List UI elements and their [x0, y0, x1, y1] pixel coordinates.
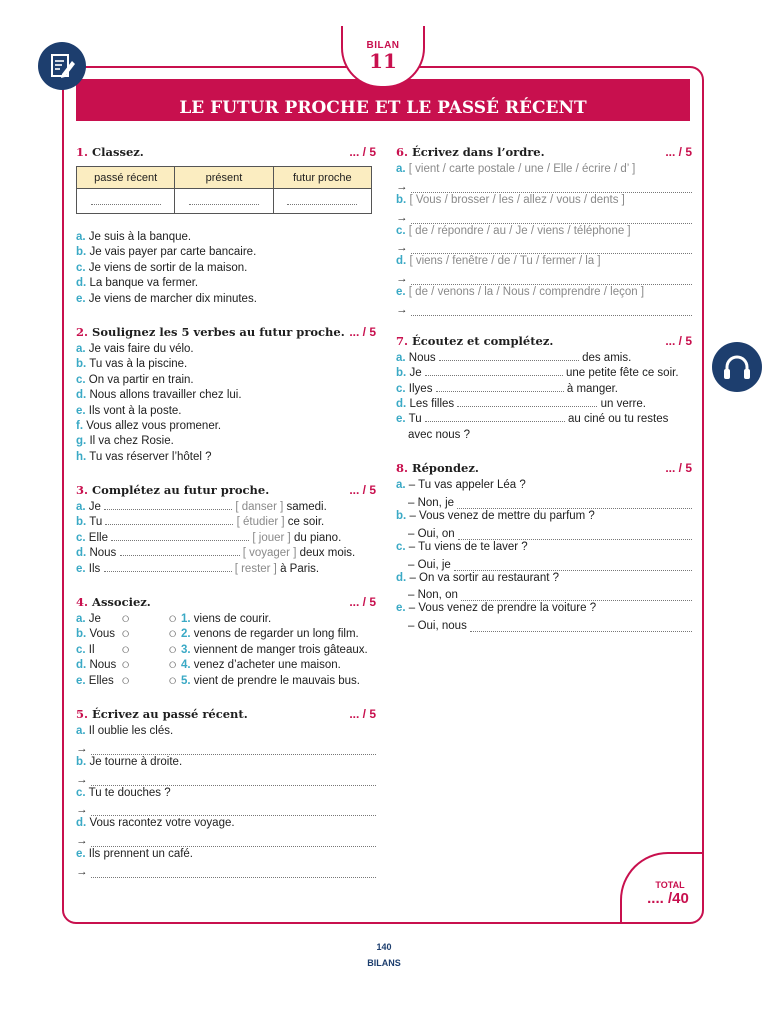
answer-blank[interactable]	[120, 546, 240, 556]
answer-blank[interactable]	[425, 412, 565, 422]
answer-blank[interactable]	[111, 531, 249, 541]
match-dot[interactable]: ⭘	[169, 629, 177, 640]
page-title: LE FUTUR PROCHE ET LE PASSÉ RÉCENT	[76, 79, 690, 121]
list-item: c. Je viens de sortir de la maison.	[76, 261, 248, 274]
answer-blank[interactable]	[105, 515, 233, 525]
match-row: e. Elles ⭘ ⭘ 5. vient de prendre le mauvais bus.	[76, 674, 376, 689]
score: ... / 5	[349, 145, 376, 159]
unit-label: BILAN	[366, 40, 400, 51]
list-item[interactable]: h. Tu vas réserver l’hôtel ?	[76, 450, 212, 463]
question: b. – Vous venez de mettre du parfum ?	[396, 510, 595, 523]
score: ... / 5	[665, 461, 692, 476]
list-item[interactable]: e. Ils vont à la poste.	[76, 404, 182, 417]
score: ... / 5	[665, 333, 692, 348]
answer-line[interactable]: →	[396, 177, 692, 192]
list-item: b. Tu [ étudier ] ce soir.	[76, 516, 325, 529]
list-item: e. Ils [ rester ] à Paris.	[76, 562, 320, 575]
list-item: d. Vous racontez votre voyage.	[76, 817, 235, 830]
answer-line[interactable]: →	[396, 239, 692, 254]
answer-blank[interactable]	[457, 397, 597, 407]
answer-cell[interactable]	[77, 189, 175, 214]
exercise-title: Complétez au futur proche.	[92, 483, 270, 498]
score: ... / 5	[349, 595, 376, 610]
list-item: b. Je tourne à droite.	[76, 755, 183, 768]
match-dot[interactable]: ⭘	[122, 644, 130, 655]
answer-line[interactable]: →	[396, 301, 692, 316]
question: d. – On va sortir au restaurant ?	[396, 571, 560, 584]
exercise-title: Associez.	[92, 595, 151, 610]
footer-section: BILANS	[367, 958, 401, 968]
list-item: a. Nous des amis.	[396, 351, 632, 364]
list-item: d. [ viens / fenêtre / de / Tu / fermer / la ]	[396, 255, 601, 268]
exercise-7	[396, 334, 692, 443]
column-header: passé récent	[77, 167, 175, 189]
answer-blank[interactable]	[104, 562, 232, 572]
exercise-title: Écrivez dans l’ordre.	[412, 145, 545, 159]
answer-line[interactable]: →	[76, 770, 376, 785]
exercise-number: 5.	[76, 706, 89, 721]
match-dot[interactable]: ⭘	[122, 629, 130, 640]
list-item[interactable]: f. Vous allez vous promener.	[76, 419, 222, 432]
exercise-number: 2.	[76, 324, 89, 339]
match-row: a. Je ⭘ ⭘ 1. viens de courir.	[76, 612, 376, 627]
answer-cell[interactable]	[175, 189, 273, 214]
match-dot[interactable]: ⭘	[122, 675, 130, 686]
score: ... / 5	[665, 145, 692, 159]
list-item-continuation: avec nous ?	[408, 428, 471, 441]
list-item: c. Elle [ jouer ] du piano.	[76, 531, 342, 544]
list-item: e. Tu au ciné ou tu restes	[396, 413, 669, 426]
answer-line[interactable]: →	[76, 739, 376, 754]
match-dot[interactable]: ⭘	[169, 660, 177, 671]
list-item: a. [ vient / carte postale / une / Elle / écrire / d’ ]	[396, 163, 636, 175]
list-item[interactable]: a. Je vais faire du vélo.	[76, 342, 194, 355]
exercise-6	[396, 145, 692, 316]
match-row: b. Vous ⭘ ⭘ 2. venons de regarder un long film.	[76, 627, 376, 642]
exercise-number: 8.	[396, 461, 409, 476]
exercise-3	[76, 483, 376, 577]
answer-blank[interactable]	[425, 366, 563, 376]
page-number: 140	[376, 942, 392, 952]
exercise-8	[396, 461, 692, 632]
exercise-number: 7.	[396, 333, 409, 348]
exercise-number: 6.	[396, 145, 409, 159]
score: ... / 5	[349, 324, 376, 339]
answer-blank[interactable]	[436, 382, 564, 392]
exercise-title: Écrivez au passé récent.	[92, 706, 248, 721]
list-item: d. Les filles un verre.	[396, 398, 646, 411]
exercise-1	[76, 145, 376, 307]
headphones-icon[interactable]	[712, 342, 762, 392]
list-item[interactable]: g. Il va chez Rosie.	[76, 435, 174, 448]
right-column	[396, 145, 692, 632]
list-item: e. Ils prennent un café.	[76, 848, 194, 861]
unit-number: 11	[369, 49, 397, 73]
answer-line[interactable]: →	[76, 801, 376, 816]
answer-blank[interactable]	[104, 500, 232, 510]
answer-blank[interactable]	[439, 351, 579, 361]
list-item: c. [ de / répondre / au / Je / viens / téléphone ]	[396, 224, 631, 237]
column-header: futur proche	[273, 167, 371, 189]
question: e. – Vous venez de prendre la voiture ?	[396, 602, 597, 615]
question: c. – Tu viens de te laver ?	[396, 540, 528, 553]
score: ... / 5	[349, 483, 376, 498]
left-column	[76, 145, 376, 878]
answer-line[interactable]: – Non, on	[396, 586, 692, 601]
list-item: b. Je une petite fête ce soir.	[396, 367, 679, 380]
question: a. – Tu vas appeler Léa ?	[396, 479, 526, 492]
answer-cell[interactable]	[273, 189, 371, 214]
score: ... / 5	[349, 706, 376, 721]
list-item[interactable]: b. Tu vas à la piscine.	[76, 358, 188, 371]
list-item[interactable]: c. On va partir en train.	[76, 373, 194, 386]
exercise-number: 1.	[76, 145, 89, 159]
exercise-4	[76, 595, 376, 689]
answer-line[interactable]: – Non, je	[396, 494, 692, 509]
answer-line[interactable]: →	[396, 208, 692, 223]
total-label: TOTAL	[655, 880, 685, 890]
list-item: d. Nous [ voyager ] deux mois.	[76, 547, 356, 560]
answer-line[interactable]: – Oui, on	[396, 524, 692, 539]
match-row: c. Il ⭘ ⭘ 3. viennent de manger trois gâteaux.	[76, 643, 376, 658]
total-score: .... /40	[647, 890, 689, 907]
answer-line[interactable]: →	[396, 270, 692, 285]
match-row: d. Nous ⭘ ⭘ 4. venez d’acheter une maison.	[76, 658, 376, 673]
exercise-5	[76, 707, 376, 878]
exercise-title: Écoutez et complétez.	[412, 333, 554, 348]
column-header: présent	[175, 167, 273, 189]
list-item: d. La banque va fermer.	[76, 277, 199, 290]
list-item: b. Je vais payer par carte bancaire.	[76, 246, 257, 259]
list-item: a. Je [ danser ] samedi.	[76, 501, 327, 514]
edit-icon	[38, 42, 86, 90]
list-item: e. Je viens de marcher dix minutes.	[76, 292, 257, 305]
match-dot[interactable]: ⭘	[122, 660, 130, 671]
exercise-number: 4.	[76, 595, 89, 610]
answer-line[interactable]: →	[76, 863, 376, 878]
answer-line[interactable]: – Oui, nous	[396, 617, 692, 632]
list-item: b. [ Vous / brosser / les / allez / vous / dents ]	[396, 193, 625, 206]
match-dot[interactable]: ⭘	[122, 614, 130, 625]
exercise-number: 3.	[76, 483, 89, 498]
exercise-2	[76, 325, 376, 465]
match-dot[interactable]: ⭘	[169, 614, 177, 625]
classify-table	[76, 166, 372, 214]
exercise-title: Soulignez les 5 verbes au futur proche.	[92, 324, 345, 339]
match-dot[interactable]: ⭘	[169, 644, 177, 655]
list-item: e. [ de / venons / la / Nous / comprendre / leçon ]	[396, 286, 645, 299]
exercise-title: Classez.	[92, 145, 144, 159]
exercise-title: Répondez.	[412, 461, 479, 476]
answer-line[interactable]: →	[76, 832, 376, 847]
list-item: a. Je suis à la banque.	[76, 231, 192, 243]
answer-line[interactable]: – Oui, je	[396, 555, 692, 570]
list-item: a. Il oublie les clés.	[76, 724, 174, 737]
list-item[interactable]: d. Nous allons travailler chez lui.	[76, 389, 242, 402]
match-dot[interactable]: ⭘	[169, 675, 177, 686]
list-item: c. Ilyes à manger.	[396, 382, 619, 395]
list-item: c. Tu te douches ?	[76, 786, 171, 799]
